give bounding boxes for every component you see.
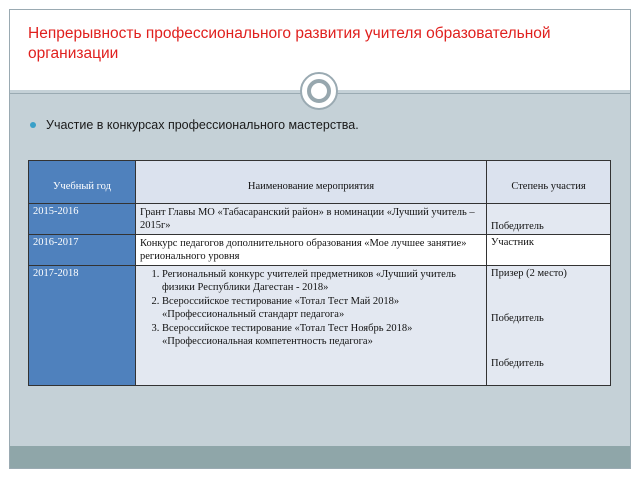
header-name: Наименование мероприятия xyxy=(136,161,487,204)
bullet-text: Участие в конкурсах профессионального мастерства. xyxy=(46,118,359,132)
events-table xyxy=(28,160,611,386)
row-year: 2015-2016 xyxy=(29,204,136,235)
table-row xyxy=(29,204,611,235)
table-row xyxy=(29,266,611,386)
ring-inner xyxy=(307,79,331,103)
degree-item: Победитель xyxy=(491,313,544,324)
list-item: 2. Всероссийское тестирование «Тотал Тест Май 2018» «Профессиональный стандарт педагога» xyxy=(162,295,482,321)
bullet-dot-icon xyxy=(30,122,36,128)
header-degree: Степень участия xyxy=(487,161,611,204)
row-event: Грант Главы МО «Табасаранский район» в номинации «Лучший учитель – 2015г» xyxy=(136,204,487,235)
degree-item: Победитель xyxy=(491,358,544,369)
row-degree: Участник xyxy=(487,235,611,266)
footer-bar xyxy=(10,446,630,468)
list-item: 1. Региональный конкурс учителей предметников «Лучший учитель физики Республики Дагестан - 2018» xyxy=(162,268,482,294)
row-year: 2017-2018 xyxy=(29,266,136,386)
table-header-row xyxy=(29,161,611,204)
degree-item: Призер (2 место) xyxy=(491,268,567,279)
event-list xyxy=(140,268,482,348)
row-year: 2016-2017 xyxy=(29,235,136,266)
header-year: Учебный год xyxy=(29,161,136,204)
table-row xyxy=(29,235,611,266)
row-degree: Победитель xyxy=(487,204,611,235)
slide-title: Непрерывность профессионального развития учителя образовательной организации xyxy=(28,25,551,62)
ring-ornament-icon xyxy=(300,72,338,110)
slide xyxy=(9,9,631,469)
row-degree-list xyxy=(487,266,611,386)
row-event: Конкурс педагогов дополнительного образования «Мое лучшее занятие» регионального уровня xyxy=(136,235,487,266)
row-event-list xyxy=(136,266,487,386)
bullet-item xyxy=(30,118,359,132)
list-item: 3. Всероссийское тестирование «Тотал Тест Ноябрь 2018» «Профессиональная компетентность педагога» xyxy=(162,322,482,348)
